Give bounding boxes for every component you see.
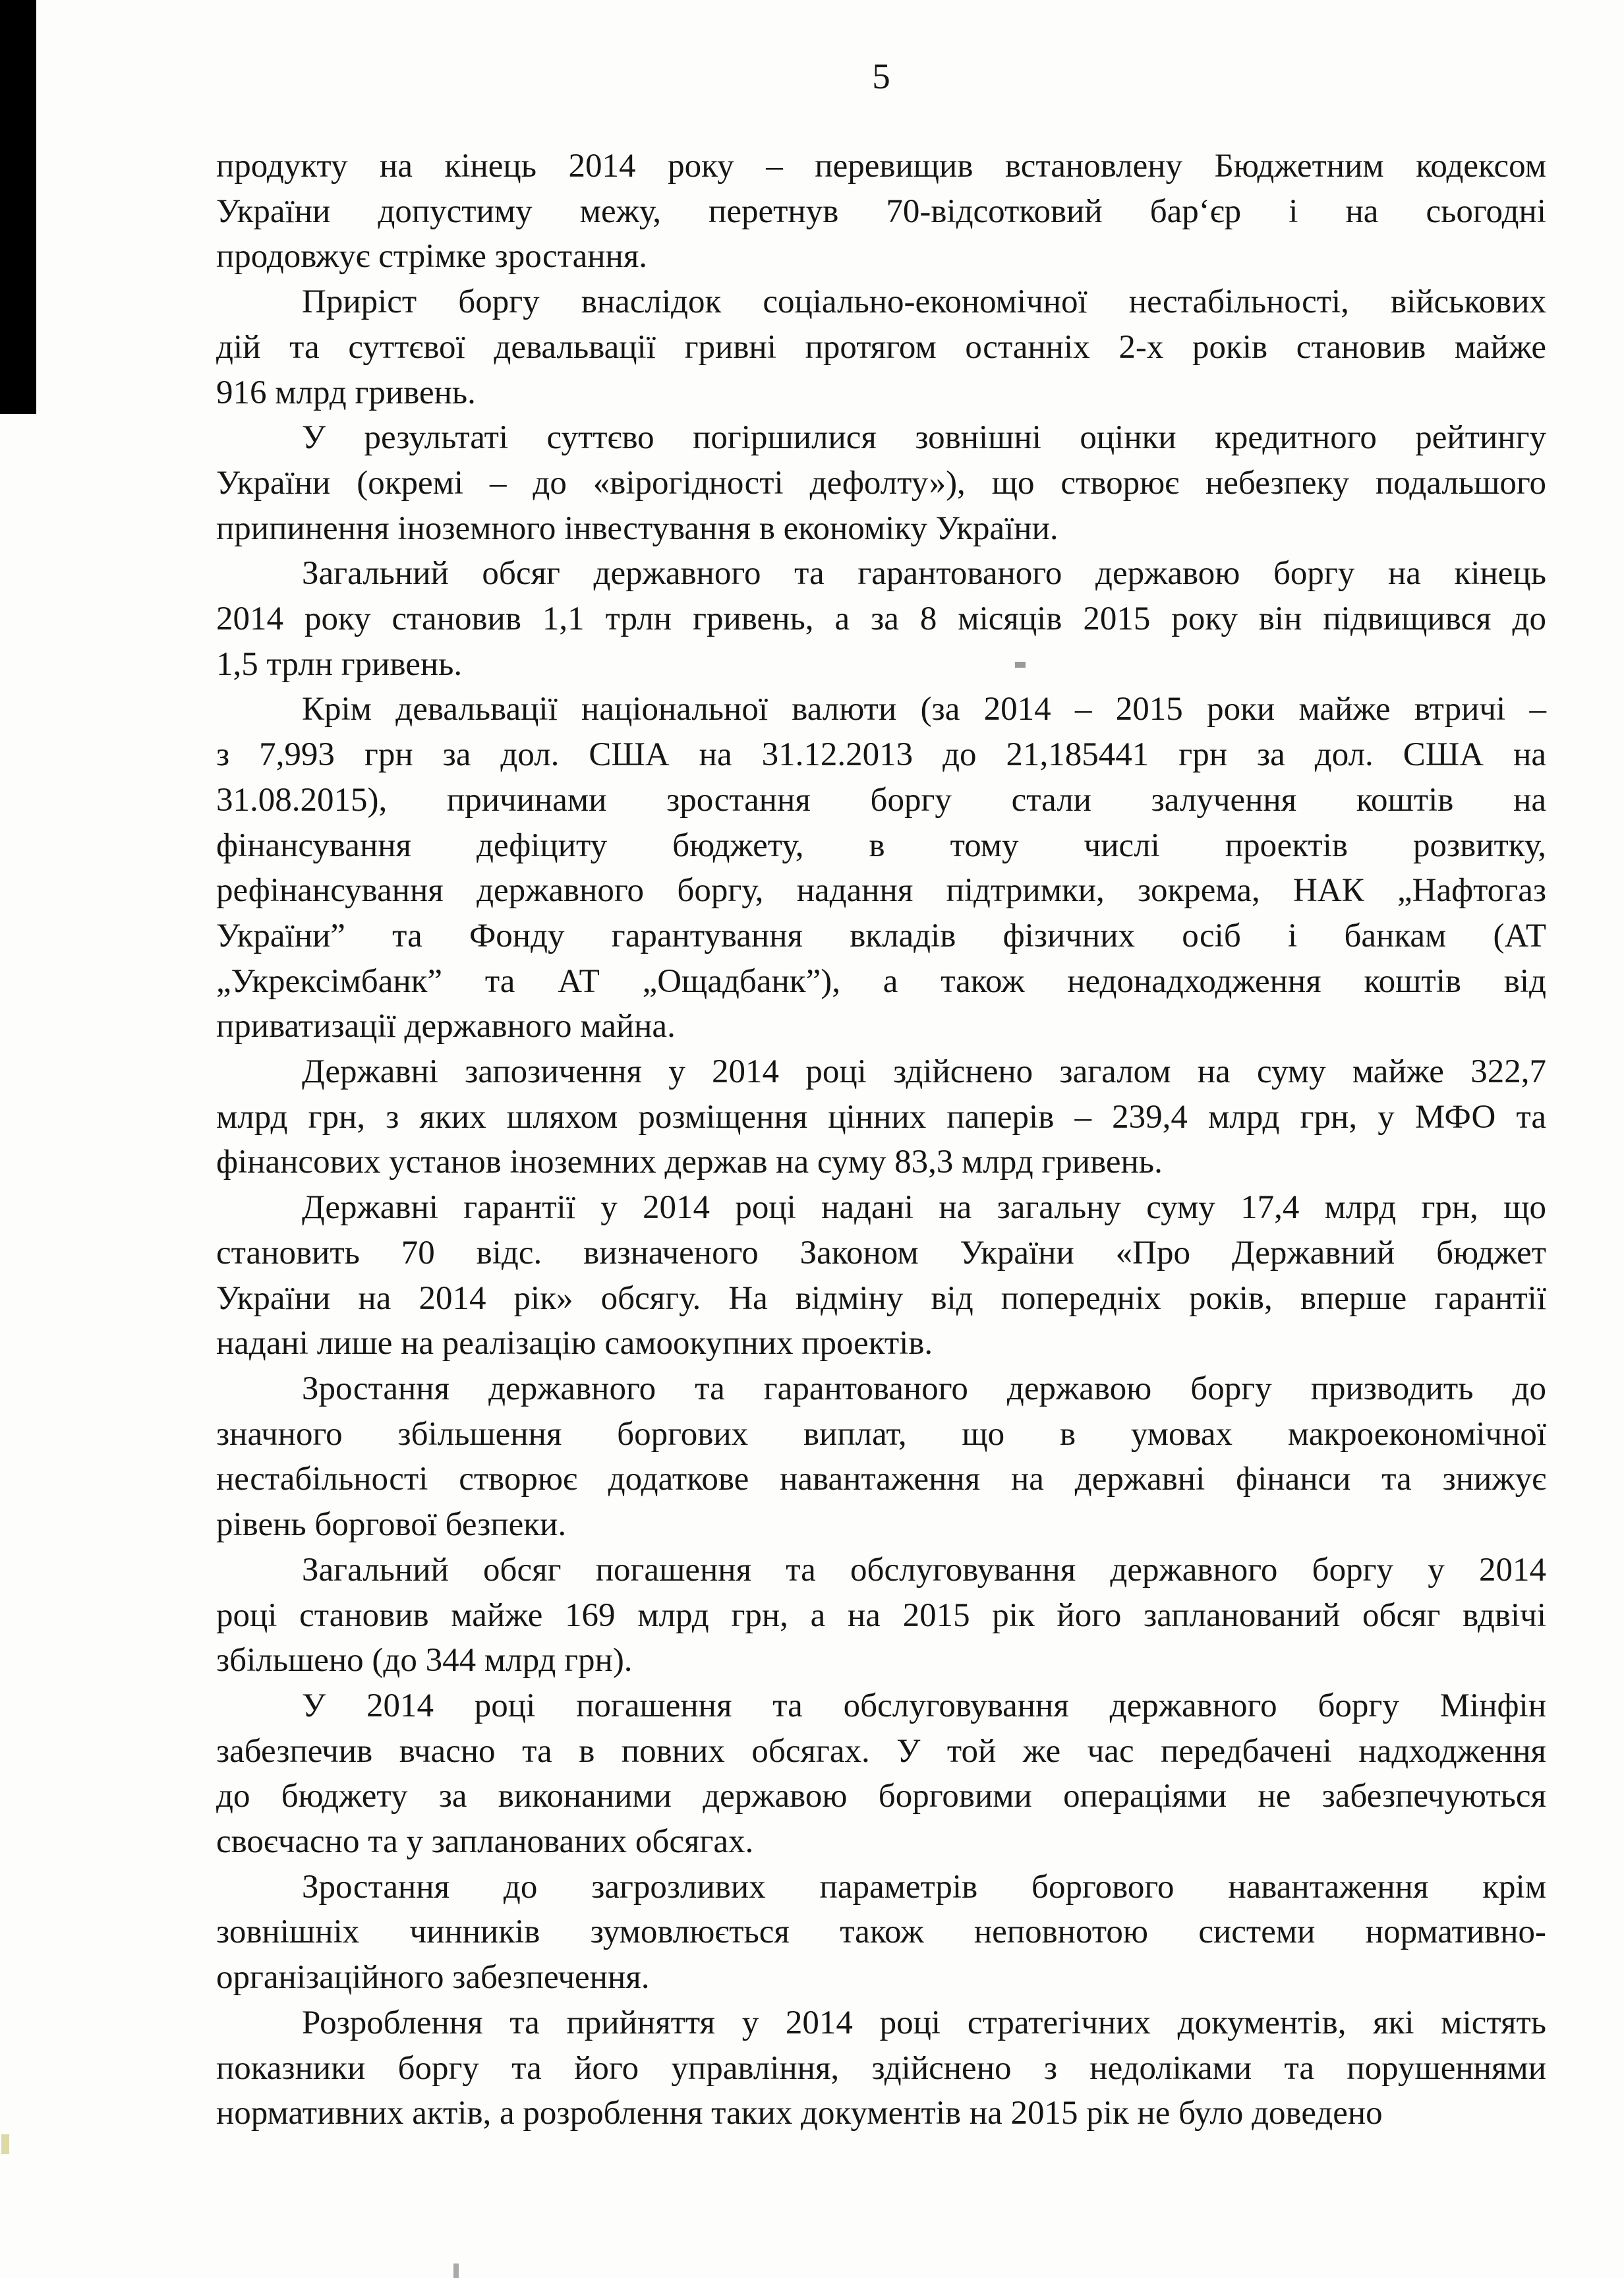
text-line: році становив майже 169 млрд грн, а на 2015 рік його запланований обсяг вдвічі (216, 1596, 1546, 1634)
text-block (216, 144, 1546, 2136)
paragraph (216, 1683, 1546, 1865)
scan-artifact-bottom-slash-mark (453, 2263, 459, 2278)
text-line: рівень боргової безпеки. (216, 1506, 567, 1544)
text-line: припинення іноземного інвестування в економіку України. (216, 510, 1058, 547)
text-line: 2014 року становив 1,1 трлн гривень, а за 8 місяців 2015 року він підвищився до (216, 600, 1546, 638)
paragraph (216, 1865, 1546, 2001)
text-line: „Укрексімбанк” та АТ „Ощадбанк”), а також недонадходження коштів від (216, 962, 1546, 1000)
text-line: значного збільшення боргових виплат, що в умовах макроекономічної (216, 1415, 1546, 1453)
text-line: надані лише на реалізацію самоокупних проектів. (216, 1325, 933, 1362)
text-line: продовжує стрімке зростання. (216, 238, 648, 276)
text-line: млрд грн, з яких шляхом розміщення цінних паперів – 239,4 млрд грн, у МФО та (216, 1098, 1546, 1136)
text-line: Приріст боргу внаслідок соціально-економічної нестабільності, військових (302, 283, 1546, 321)
text-line: України” та Фонду гарантування вкладів фізичних осіб і банкам (АТ (216, 917, 1546, 954)
text-line: фінансування дефіциту бюджету, в тому числі проектів розвитку, (216, 827, 1546, 864)
text-line: зовнішніх чинників зумовлюється також неповнотою системи нормативно- (216, 1913, 1546, 1951)
paragraph (216, 279, 1546, 415)
text-line: до бюджету за виконаними державою борговими операціями не забезпечуються (216, 1778, 1546, 1815)
text-line: своєчасно та у запланованих обсягах. (216, 1823, 754, 1861)
text-line: дій та суттєвої девальвації гривні протягом останніх 2-х років становив майже (216, 328, 1546, 366)
text-line: продукту на кінець 2014 року – перевищив встановлену Бюджетним кодексом (216, 148, 1546, 185)
paragraph (216, 144, 1546, 279)
paragraph (216, 2001, 1546, 2136)
text-line: Зростання до загрозливих параметрів боргового навантаження крім (302, 1868, 1546, 1906)
text-line: становить 70 відс. визначеного Законом України «Про Державний бюджет (216, 1234, 1546, 1271)
text-line: України на 2014 рік» обсягу. На відміну від попередніх років, вперше гарантії (216, 1279, 1546, 1317)
text-line: 31.08.2015), причинами зростання боргу стали залучення коштів на (216, 781, 1546, 819)
text-line: збільшено (до 344 млрд грн). (216, 1642, 633, 1679)
paragraph (216, 1366, 1546, 1548)
text-line: нестабільності створює додаткове навантаження на державні фінанси та знижує (216, 1461, 1546, 1498)
text-line: рефінансування державного боргу, надання підтримки, зокрема, НАК „Нафтогаз (216, 872, 1546, 910)
paragraph (216, 1185, 1546, 1366)
text-line: 1,5 трлн гривень. (216, 645, 463, 683)
text-line: У результаті суттєво погіршилися зовнішні оцінки кредитного рейтингу (302, 419, 1546, 457)
text-line: організаційного забезпечення. (216, 1959, 650, 1997)
paragraph (216, 415, 1546, 551)
text-line: забезпечив вчасно та в повних обсягах. У той же час передбачені надходження (216, 1732, 1546, 1770)
text-line: Крім девальвації національної валюти (за 2014 – 2015 роки майже втричі – (302, 691, 1546, 728)
text-line: з 7,993 грн за дол. США на 31.12.2013 до 21,185441 грн за дол. США на (216, 736, 1546, 774)
text-line: приватизації державного майна. (216, 1008, 676, 1045)
scan-artifact-left-black-bar (0, 0, 36, 414)
text-line: України (окремі – до «вірогідності дефолту»), що створює небезпеку подальшого (216, 464, 1546, 502)
scan-artifact-mid-gray-speck (1015, 662, 1026, 668)
text-line: Загальний обсяг погашення та обслуговування державного боргу у 2014 (302, 1551, 1546, 1589)
paragraph (216, 1049, 1546, 1185)
paragraph (216, 1548, 1546, 1683)
text-line: Розроблення та прийняття у 2014 році стратегічних документів, які містять (302, 2004, 1546, 2041)
text-line: У 2014 році погашення та обслуговування державного боргу Мінфін (302, 1687, 1546, 1724)
text-line: фінансових установ іноземних держав на суму 83,3 млрд гривень. (216, 1144, 1163, 1181)
text-line: Державні гарантії у 2014 році надані на загальну суму 17,4 млрд грн, що (302, 1189, 1546, 1227)
text-line: Державні запозичення у 2014 році здійснено загалом на суму майже 322,7 (302, 1053, 1546, 1091)
page-number: 5 (872, 56, 890, 96)
paragraph (216, 551, 1546, 687)
text-line: показники боргу та його управління, здійснено з недоліками та порушеннями (216, 2049, 1546, 2087)
paragraph (216, 687, 1546, 1049)
text-line: Зростання державного та гарантованого державою боргу призводить до (302, 1370, 1546, 1407)
text-line: України допустиму межу, перетнув 70-відсотковий бар‘єр і на сьогодні (216, 192, 1546, 230)
text-line: нормативних актів, а розроблення таких документів на 2015 рік не було доведено (216, 2095, 1383, 2132)
scan-artifact-left-yellow-speck (1, 2134, 9, 2154)
text-line: Загальний обсяг державного та гарантованого державою боргу на кінець (302, 555, 1546, 593)
text-line: 916 млрд гривень. (216, 374, 476, 411)
